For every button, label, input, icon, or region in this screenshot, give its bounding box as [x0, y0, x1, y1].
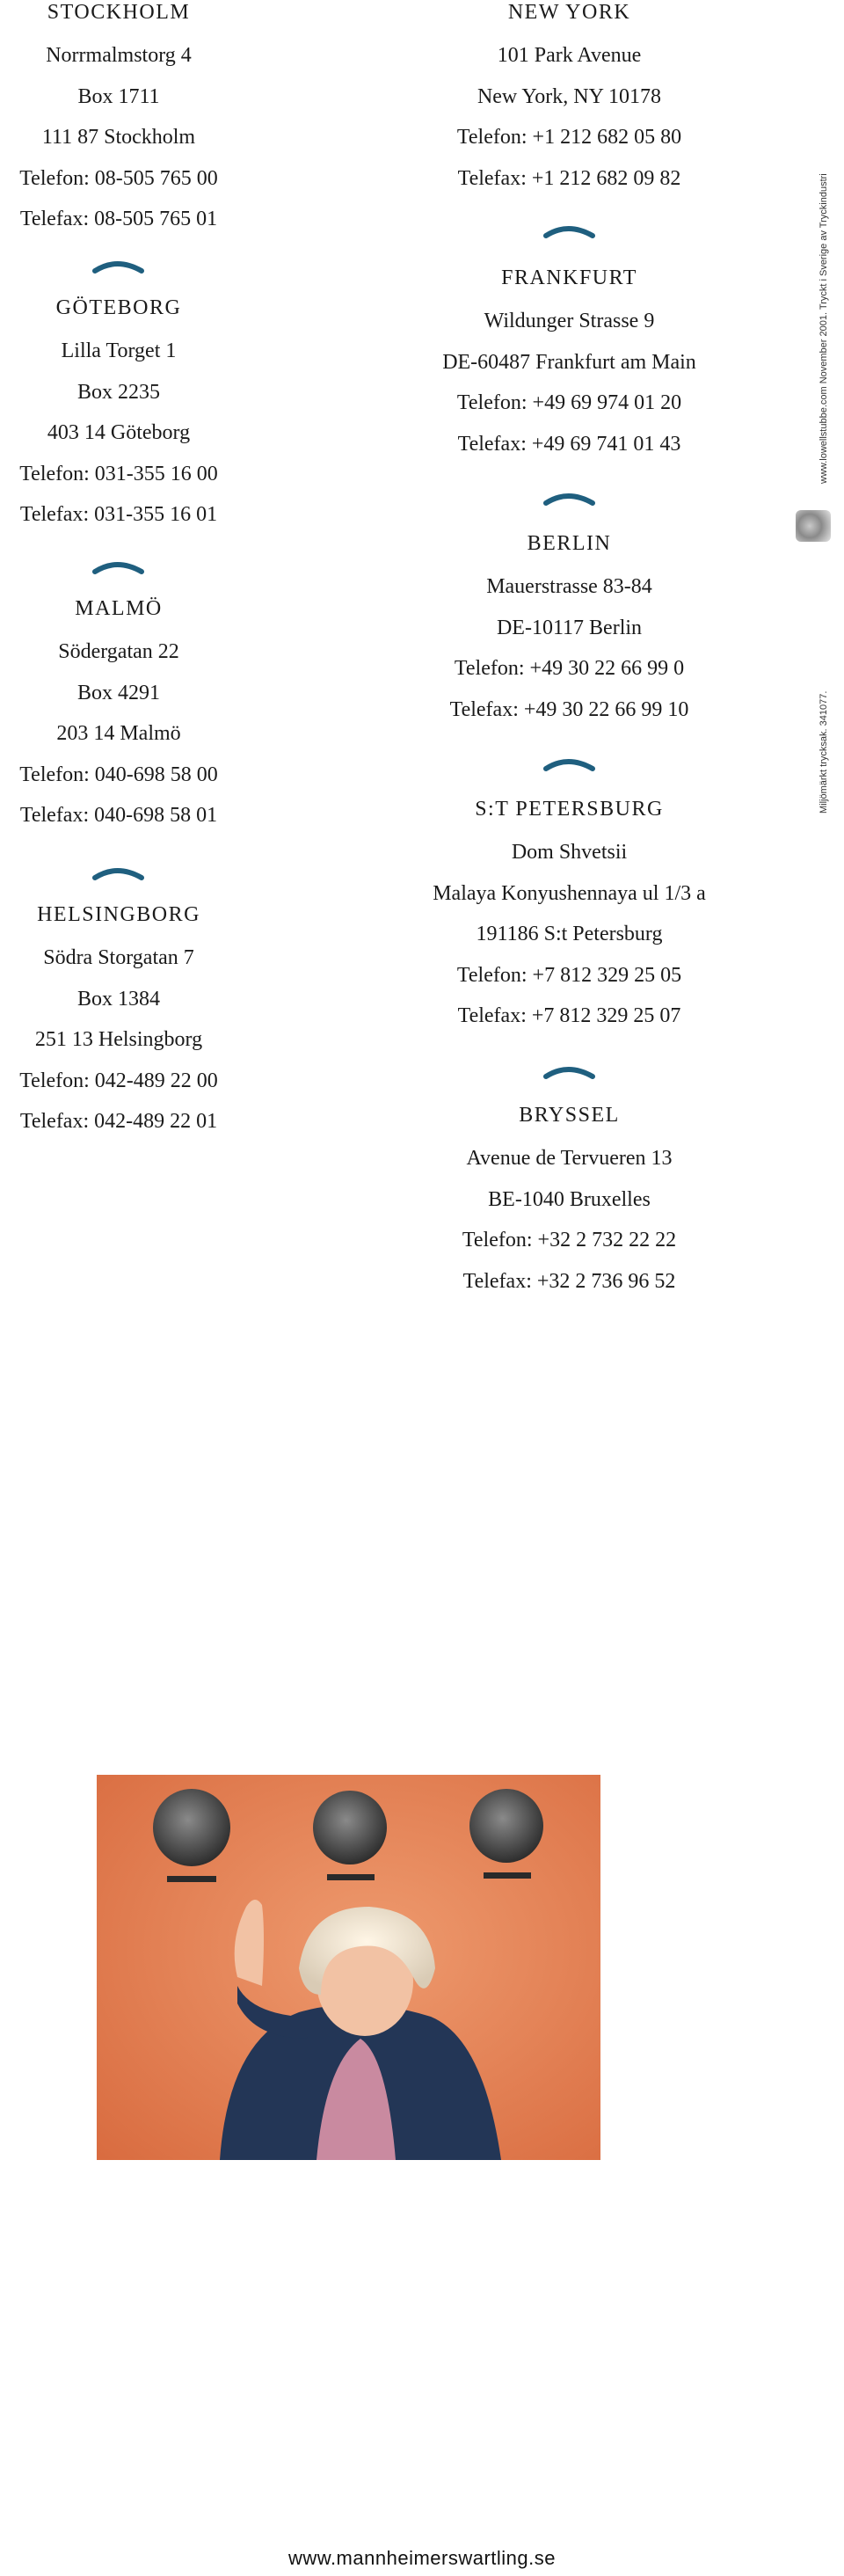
swoosh-icon — [542, 222, 598, 241]
office-city: S:T PETERSBURG — [475, 798, 664, 821]
office-line: Telefax: +32 2 736 96 52 — [462, 1269, 676, 1293]
office-berlin — [400, 531, 738, 730]
office-new-york — [400, 0, 738, 199]
swoosh-icon — [542, 1062, 598, 1082]
office-line: Wildunger Strasse 9 — [484, 310, 655, 332]
office-line: Telefon: +7 812 329 25 05 — [456, 963, 682, 987]
office-line: Telefon: 08-505 765 00 — [19, 166, 218, 190]
office-city: FRANKFURT — [501, 266, 637, 289]
office-line: Box 4291 — [76, 681, 160, 704]
office-line: Södergatan 22 — [58, 640, 179, 663]
office-city: BERLIN — [527, 532, 612, 555]
office-line: Box 1711 — [77, 84, 160, 108]
office-malmo — [0, 596, 237, 836]
office-line: Telefax: +1 212 682 09 82 — [457, 166, 681, 190]
office-city: MALMÖ — [75, 597, 163, 620]
office-line: DE-60487 Frankfurt am Main — [442, 350, 696, 374]
office-goteborg — [0, 296, 237, 536]
office-line: Telefax: +49 30 22 66 99 10 — [449, 697, 689, 721]
office-city: BRYSSEL — [519, 1104, 620, 1127]
office-line: Norrmalmstorg 4 — [46, 44, 192, 67]
office-line: New York, NY 10178 — [477, 84, 662, 108]
office-line: Telefon: 042-489 22 00 — [19, 1069, 218, 1092]
office-line: Box 2235 — [76, 380, 160, 404]
office-line: Telefon: +49 69 974 01 20 — [456, 391, 682, 414]
office-line: Telefax: 042-489 22 01 — [19, 1110, 218, 1133]
eco-label-logo — [796, 510, 831, 542]
office-bryssel — [400, 1103, 738, 1302]
office-line: Mauerstrasse 83-84 — [486, 575, 652, 598]
office-line: Lilla Torget 1 — [61, 339, 177, 362]
office-photo — [97, 1775, 600, 2160]
eco-label-text: Miljömärkt trycksak. 341077. — [819, 690, 829, 814]
print-credit-text: www.lowellstubbe.com November 2001. Tryckt i Sverige av Tryckindustri — [819, 173, 829, 484]
office-frankfurt — [400, 266, 738, 464]
office-line: BE-1040 Bruxelles — [488, 1187, 651, 1211]
office-line: 203 14 Malmö — [56, 722, 181, 745]
office-city: NEW YORK — [507, 1, 631, 24]
office-line: Telefon: 040-698 58 00 — [19, 763, 218, 786]
office-line: Telefax: +49 69 741 01 43 — [457, 432, 681, 456]
office-line: DE-10117 Berlin — [496, 616, 643, 639]
office-line: Dom Shvetsii — [511, 841, 628, 864]
swoosh-icon — [91, 558, 147, 577]
swoosh-icon — [542, 489, 598, 508]
office-line: Telefax: +7 812 329 25 07 — [457, 1004, 681, 1027]
swoosh-icon — [542, 755, 598, 774]
swoosh-icon — [91, 257, 147, 276]
office-city: STOCKHOLM — [47, 1, 191, 24]
office-line: 191186 S:t Petersburg — [476, 923, 663, 945]
office-line: 403 14 Göteborg — [47, 421, 191, 444]
office-stockholm — [0, 0, 237, 240]
photo-illustration — [97, 1775, 600, 2160]
office-city: GÖTEBORG — [55, 296, 182, 319]
office-line: 111 87 Stockholm — [41, 126, 196, 149]
office-line: Malaya Konyushennaya ul 1/3 a — [433, 881, 706, 905]
office-st-petersburg — [400, 797, 738, 1037]
office-line: 101 Park Avenue — [497, 44, 642, 67]
office-line: Södra Storgatan 7 — [43, 946, 194, 969]
footer-website-link[interactable]: www.mannheimerswartling.se — [288, 2547, 556, 2569]
office-line: Avenue de Tervueren 13 — [466, 1147, 673, 1170]
swoosh-icon — [91, 864, 147, 883]
office-line: Telefax: 040-698 58 01 — [19, 804, 218, 827]
office-line: Telefax: 031-355 16 01 — [19, 503, 218, 526]
office-line: Telefon: +49 30 22 66 99 0 — [454, 657, 685, 680]
office-line: Telefon: +32 2 732 22 22 — [462, 1229, 677, 1252]
office-line: Telefax: 08-505 765 01 — [19, 208, 218, 230]
office-line: Box 1384 — [76, 987, 160, 1011]
office-line: Telefon: +1 212 682 05 80 — [456, 126, 682, 149]
office-helsingborg — [0, 902, 237, 1142]
office-line: 251 13 Helsingborg — [34, 1028, 203, 1051]
office-line: Telefon: 031-355 16 00 — [19, 462, 218, 485]
office-city: HELSINGBORG — [37, 903, 200, 926]
